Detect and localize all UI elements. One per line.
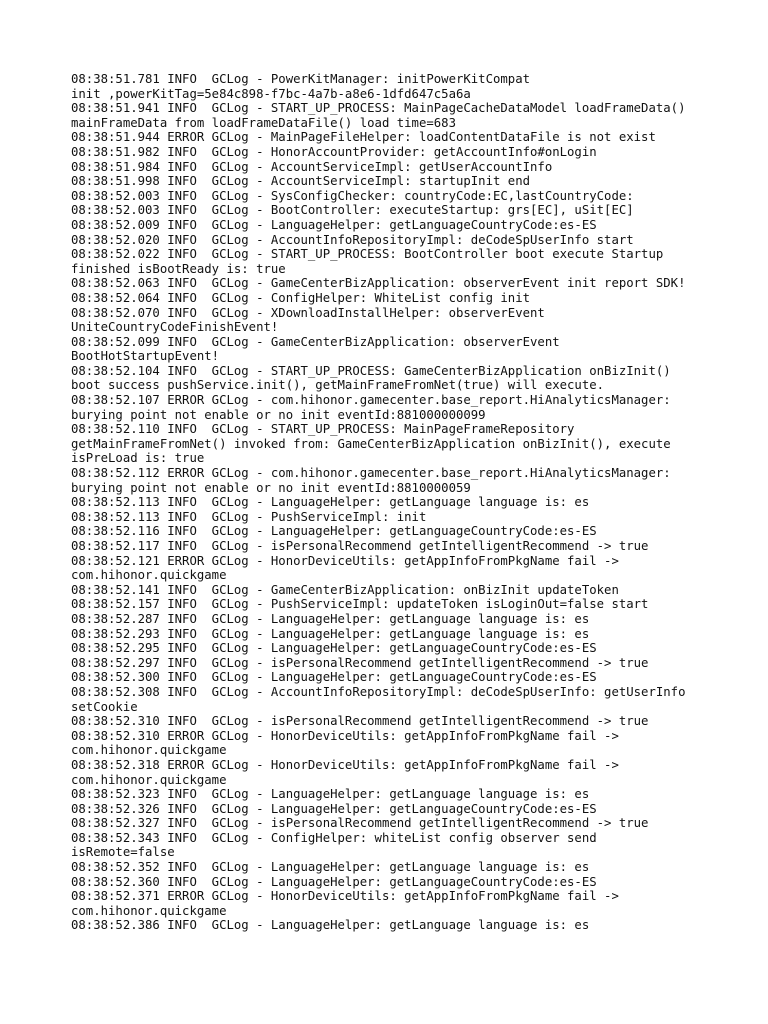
log-line: 08:38:52.326 INFO GCLog - LanguageHelper: getLanguageCountryCode:es-ES <box>71 801 597 816</box>
log-line: 08:38:51.781 INFO GCLog - PowerKitManager: initPowerKitCompat <box>71 72 531 86</box>
log-line: BootHotStartupEvent! <box>71 349 220 364</box>
log-line: mainFrameData from loadFrameDataFile() load time=683 <box>71 115 456 130</box>
log-line: 08:38:52.310 INFO GCLog - isPersonalRecommend getIntelligentRecommend -> true <box>71 714 649 729</box>
log-line: 08:38:52.121 ERROR GCLog - HonorDeviceUtils: getAppInfoFromPkgName fail -> <box>71 553 619 568</box>
log-line: 08:38:52.323 INFO GCLog - LanguageHelper: getLanguage language is: es <box>71 787 590 802</box>
log-line: getMainFrameFromNet() invoked from: GameCenterBizApplication onBizInit(), execute <box>71 436 671 451</box>
log-line: UniteCountryCodeFinishEvent! <box>71 320 279 335</box>
log-line: 08:38:52.308 INFO GCLog - AccountInfoRepositoryImpl: deCodeSpUserInfo: getUserInfo <box>71 684 686 699</box>
log-line: 08:38:52.107 ERROR GCLog - com.hihonor.gamecenter.base_report.HiAnalyticsManager: <box>71 393 671 408</box>
log-line: 08:38:52.099 INFO GCLog - GameCenterBizApplication: observerEvent <box>71 334 560 349</box>
log-line: 08:38:52.293 INFO GCLog - LanguageHelper: getLanguage language is: es <box>71 626 590 641</box>
log-line: 08:38:52.063 INFO GCLog - GameCenterBizApplication: observerEvent init report SDK! <box>71 276 686 291</box>
log-line: 08:38:52.070 INFO GCLog - XDownloadInstallHelper: observerEvent <box>71 305 545 320</box>
log-line: 08:38:52.113 INFO GCLog - LanguageHelper: getLanguage language is: es <box>71 495 590 510</box>
log-line: 08:38:52.352 INFO GCLog - LanguageHelper: getLanguage language is: es <box>71 860 590 875</box>
log-line: 08:38:52.287 INFO GCLog - LanguageHelper: getLanguage language is: es <box>71 611 590 626</box>
log-line: 08:38:52.295 INFO GCLog - LanguageHelper: getLanguageCountryCode:es-ES <box>71 641 597 656</box>
log-line: 08:38:52.064 INFO GCLog - ConfigHelper: WhiteList config init <box>71 290 531 305</box>
log-line: 08:38:52.300 INFO GCLog - LanguageHelper: getLanguageCountryCode:es-ES <box>71 670 597 685</box>
log-line: 08:38:52.386 INFO GCLog - LanguageHelper: getLanguage language is: es <box>71 918 590 933</box>
log-line: 08:38:52.310 ERROR GCLog - HonorDeviceUtils: getAppInfoFromPkgName fail -> <box>71 728 619 743</box>
log-line: com.hihonor.quickgame <box>71 743 227 758</box>
log-line: finished isBootReady is: true <box>71 261 286 276</box>
log-line: burying point not enable or no init eventId:881000000099 <box>71 407 486 422</box>
log-line: 08:38:51.941 INFO GCLog - START_UP_PROCESS: MainPageCacheDataModel loadFrameData() <box>71 101 686 116</box>
log-line: 08:38:52.297 INFO GCLog - isPersonalRecommend getIntelligentRecommend -> true <box>71 655 649 670</box>
log-line: 08:38:52.003 INFO GCLog - BootController: executeStartup: grs[EC], uSit[EC] <box>71 203 634 218</box>
log-line: burying point not enable or no init eventId:8810000059 <box>71 480 471 495</box>
log-line: 08:38:52.371 ERROR GCLog - HonorDeviceUtils: getAppInfoFromPkgName fail -> <box>71 889 619 904</box>
log-line: isPreLoad is: true <box>71 451 205 466</box>
log-line: 08:38:52.104 INFO GCLog - START_UP_PROCESS: GameCenterBizApplication onBizInit() <box>71 363 671 378</box>
log-line: 08:38:51.998 INFO GCLog - AccountServiceImpl: startupInit end <box>71 174 531 189</box>
log-line: 08:38:52.003 INFO GCLog - SysConfigChecker: countryCode:EC,lastCountryCode: <box>71 188 634 203</box>
log-line: 08:38:52.343 INFO GCLog - ConfigHelper: whiteList config observer send <box>71 830 597 845</box>
log-text-block <box>71 72 731 933</box>
log-line: 08:38:52.110 INFO GCLog - START_UP_PROCESS: MainPageFrameRepository <box>71 422 575 437</box>
log-line: 08:38:52.318 ERROR GCLog - HonorDeviceUtils: getAppInfoFromPkgName fail -> <box>71 757 619 772</box>
log-line: 08:38:52.112 ERROR GCLog - com.hihonor.gamecenter.base_report.HiAnalyticsManager: <box>71 466 671 481</box>
log-line: init ,powerKitTag=5e84c898-f7bc-4a7b-a8e6-1dfd647c5a6a <box>71 86 471 101</box>
log-line: 08:38:52.360 INFO GCLog - LanguageHelper: getLanguageCountryCode:es-ES <box>71 874 597 889</box>
log-line: com.hihonor.quickgame <box>71 772 227 787</box>
log-line: 08:38:51.944 ERROR GCLog - MainPageFileHelper: loadContentDataFile is not exist <box>71 130 656 145</box>
log-line: boot success pushService.init(), getMainFrameFromNet(true) will execute. <box>71 378 605 393</box>
log-line: 08:38:51.984 INFO GCLog - AccountServiceImpl: getUserAccountInfo <box>71 159 553 174</box>
log-line: 08:38:51.982 INFO GCLog - HonorAccountProvider: getAccountInfo#onLogin <box>71 144 597 159</box>
log-line: 08:38:52.327 INFO GCLog - isPersonalRecommend getIntelligentRecommend -> true <box>71 816 649 831</box>
log-line: isRemote=false <box>71 845 175 860</box>
log-line: com.hihonor.quickgame <box>71 568 227 583</box>
log-line: 08:38:52.113 INFO GCLog - PushServiceImpl: init <box>71 509 427 524</box>
log-line: 08:38:52.022 INFO GCLog - START_UP_PROCESS: BootController boot execute Startup <box>71 247 664 262</box>
log-line: 08:38:52.141 INFO GCLog - GameCenterBizApplication: onBizInit updateToken <box>71 582 619 597</box>
log-line: setCookie <box>71 699 138 714</box>
log-line: 08:38:52.117 INFO GCLog - isPersonalRecommend getIntelligentRecommend -> true <box>71 539 649 553</box>
log-line: 08:38:52.157 INFO GCLog - PushServiceImpl: updateToken isLoginOut=false start <box>71 597 649 612</box>
log-line: 08:38:52.009 INFO GCLog - LanguageHelper: getLanguageCountryCode:es-ES <box>71 217 597 232</box>
log-line: 08:38:52.020 INFO GCLog - AccountInfoRepositoryImpl: deCodeSpUserInfo start <box>71 232 634 247</box>
log-line: com.hihonor.quickgame <box>71 903 227 918</box>
log-line: 08:38:52.116 INFO GCLog - LanguageHelper: getLanguageCountryCode:es-ES <box>71 524 597 539</box>
